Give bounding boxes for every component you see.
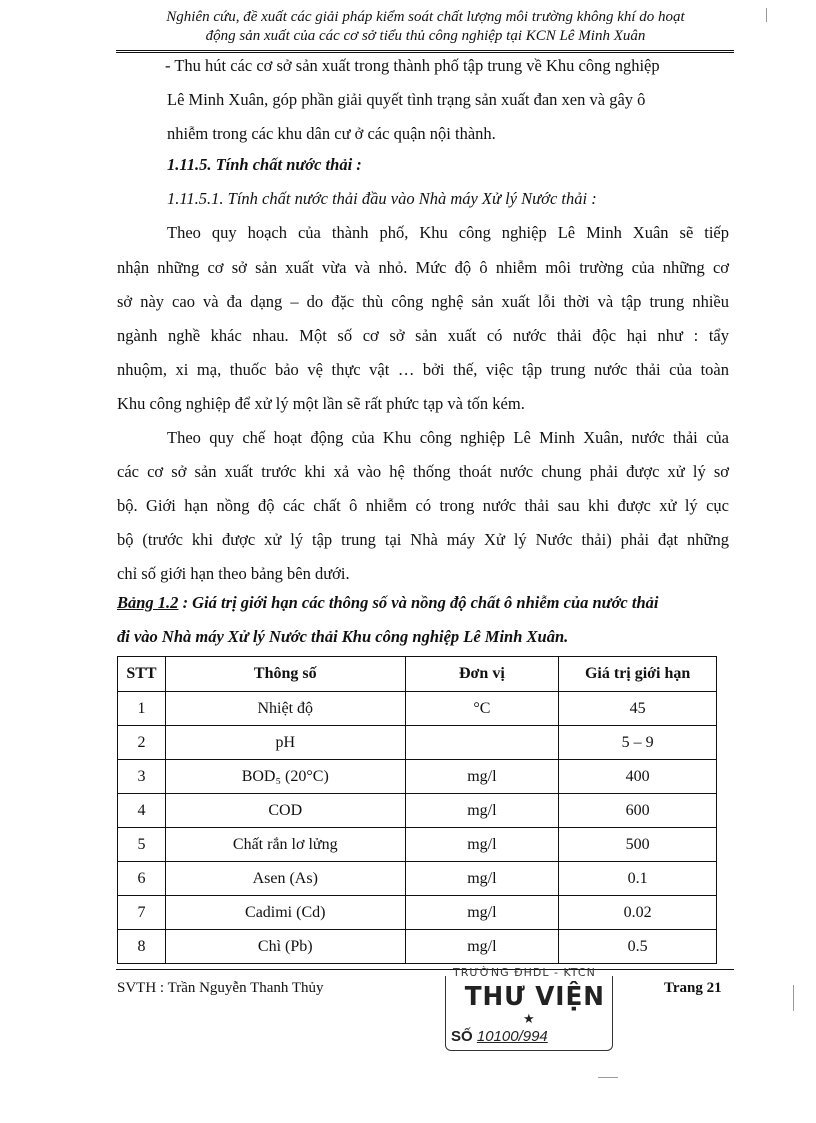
col-header-stt: STT — [118, 657, 166, 692]
star-icon: ★ — [523, 1012, 535, 1027]
cell-stt: 6 — [118, 862, 166, 896]
bullet-line-1: - Thu hút các cơ sở sản xuất trong thành phố tập trung về Khu công nghiệp — [165, 56, 660, 75]
table-caption-line-2: đi vào Nhà máy Xử lý Nước thải Khu công nghiệp Lê Minh Xuân. — [117, 627, 569, 646]
cell-parameter: Asen (As) — [165, 862, 405, 896]
cell-unit: mg/l — [405, 760, 559, 794]
cell-stt: 8 — [118, 930, 166, 964]
paragraph-1-line-3: sở này cao và đa dạng – do đặc thù công nghệ sản xuất lỗi thời và tập trung nhiều — [117, 292, 729, 311]
col-header-limit: Giá trị giới hạn — [559, 657, 717, 692]
page-header — [118, 8, 733, 46]
cell-unit: mg/l — [405, 930, 559, 964]
table-caption-tag: Bảng 1.2 — [117, 593, 179, 612]
cell-limit: 0.1 — [559, 862, 717, 896]
table-header-row — [118, 657, 717, 692]
col-header-parameter: Thông số — [165, 657, 405, 692]
paragraph-2-line-1: Theo quy chế hoạt động của Khu công nghiệp Lê Minh Xuân, nước thải của — [167, 428, 729, 447]
cell-limit: 45 — [559, 692, 717, 726]
bullet-line-2: Lê Minh Xuân, góp phần giải quyết tình trạng sản xuất đan xen và gây ô — [167, 90, 646, 109]
footer-page-number: Trang 21 — [664, 980, 722, 996]
paragraph-2-line-5: chỉ số giới hạn theo bảng bên dưới. — [117, 564, 350, 583]
cell-parameter: Chất rắn lơ lửng — [165, 828, 405, 862]
cell-limit: 500 — [559, 828, 717, 862]
paragraph-1-line-6: Khu công nghiệp để xử lý một lần sẽ rất phức tạp và tốn kém. — [117, 394, 525, 413]
cell-unit — [405, 726, 559, 760]
cell-limit: 600 — [559, 794, 717, 828]
cell-unit: mg/l — [405, 828, 559, 862]
table-row — [118, 726, 717, 760]
footer-author: SVTH : Trần Nguyễn Thanh Thủy — [117, 980, 324, 996]
cell-stt: 2 — [118, 726, 166, 760]
cell-unit: mg/l — [405, 794, 559, 828]
cell-limit: 400 — [559, 760, 717, 794]
scan-artifact — [793, 985, 794, 1011]
cell-parameter: COD — [165, 794, 405, 828]
paragraph-1-line-1: Theo quy hoạch của thành phố, Khu công nghiệp Lê Minh Xuân sẽ tiếp — [167, 223, 729, 242]
cell-limit: 0.5 — [559, 930, 717, 964]
table-row — [118, 862, 717, 896]
table-row — [118, 692, 717, 726]
paragraph-2-line-4: bộ (trước khi được xử lý tập trung tại Nhà máy Xử lý Nước thải) phải đạt những — [117, 530, 729, 549]
cell-limit: 5 – 9 — [559, 726, 717, 760]
stamp-title: THƯ VIỆN — [464, 982, 605, 1012]
cell-limit: 0.02 — [559, 896, 717, 930]
paragraph-1-line-2: nhận những cơ sở sản xuất vừa và nhỏ. Mức độ ô nhiễm môi trường của những cơ — [117, 258, 729, 277]
section-heading: 1.11.5. Tính chất nước thải : — [167, 155, 362, 174]
header-rule — [116, 50, 734, 51]
cell-parameter: Nhiệt độ — [165, 692, 405, 726]
table-row — [118, 794, 717, 828]
table-row — [118, 930, 717, 964]
paragraph-1-line-5: nhuộm, xi mạ, thuốc bảo vệ thực vật … bởi thế, việc tập trung nước thải của toàn — [117, 360, 729, 379]
table-row — [118, 828, 717, 862]
header-line-2: động sản xuất của các cơ sở tiểu thủ công nghiệp tại KCN Lê Minh Xuân — [205, 28, 646, 44]
stamp-institution: TRƯỜNG ĐHDL - KTCN — [453, 966, 596, 979]
cell-stt: 4 — [118, 794, 166, 828]
library-stamp — [443, 966, 613, 1050]
footer-rule — [116, 969, 734, 970]
cell-stt: 7 — [118, 896, 166, 930]
cell-unit: mg/l — [405, 896, 559, 930]
header-rule-double — [116, 52, 734, 53]
cell-parameter: Chì (Pb) — [165, 930, 405, 964]
cell-parameter: Cadimi (Cd) — [165, 896, 405, 930]
table-caption-line-1 — [117, 593, 658, 613]
stamp-number-label: SỐ — [451, 1028, 473, 1045]
stamp-number — [451, 1028, 548, 1045]
bullet-line-3: nhiễm trong các khu dân cư ở các quận nội thành. — [167, 124, 496, 143]
paragraph-2-line-2: các cơ sở sản xuất trước khi xả vào hệ thống thoát nước chung phải được xử lý sơ — [117, 462, 729, 481]
col-header-unit: Đơn vị — [405, 657, 559, 692]
scan-artifact — [598, 1077, 618, 1078]
scan-artifact — [766, 8, 767, 22]
paragraph-1-line-4: ngành nghề khác nhau. Một số cơ sở sản xuất có nước thải độc hại như : tẩy — [117, 326, 729, 345]
table-row — [118, 896, 717, 930]
table-caption-text: : Giá trị giới hạn các thông số và nồng độ chất ô nhiễm của nước thải — [178, 593, 659, 612]
paragraph-2-line-3: bộ. Giới hạn nồng độ các chất ô nhiễm có trong nước thải sau khi được xử lý cục — [117, 496, 729, 515]
table-row — [118, 760, 717, 794]
stamp-number-value: 10100/994 — [476, 1028, 548, 1045]
header-line-1: Nghiên cứu, đề xuất các giải pháp kiểm soát chất lượng môi trường không khí do hoạt — [166, 9, 685, 25]
cell-unit: mg/l — [405, 862, 559, 896]
cell-stt: 1 — [118, 692, 166, 726]
subsection-heading: 1.11.5.1. Tính chất nước thải đầu vào Nhà máy Xử lý Nước thải : — [167, 189, 597, 208]
cell-parameter: BOD₅ (20°C) — [165, 760, 405, 794]
cell-unit: °C — [405, 692, 559, 726]
limits-table — [117, 656, 717, 964]
cell-parameter: pH — [165, 726, 405, 760]
cell-stt: 3 — [118, 760, 166, 794]
cell-stt: 5 — [118, 828, 166, 862]
